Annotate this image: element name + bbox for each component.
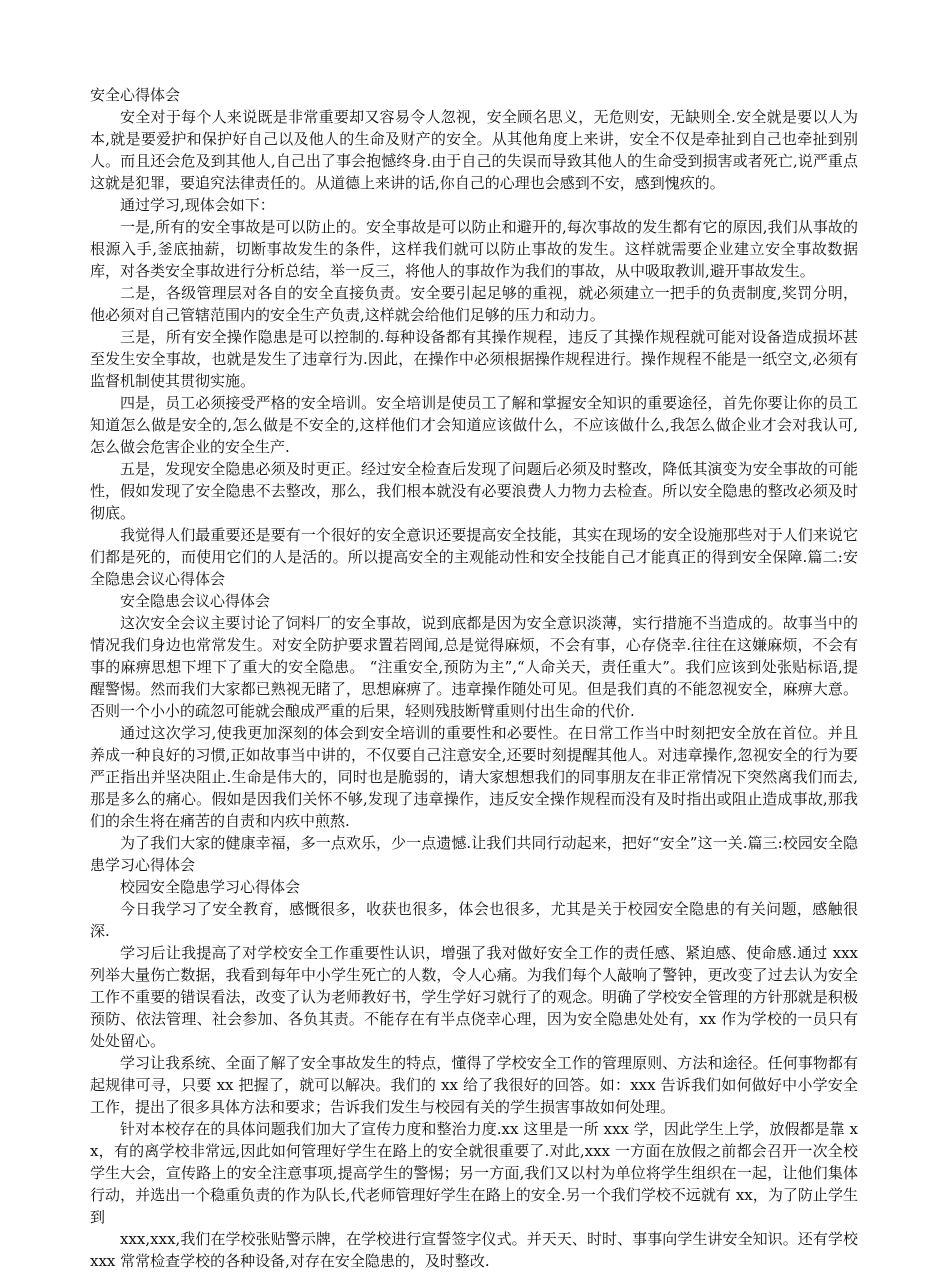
paragraph-point-1: 一是,所有的安全事故是可以防止的。安全事故是可以防止和避开的,每次事故的发生都有它的原因,我们从事故的根源入手,釜底抽薪，切断事故发生的条件，这样我们就可以防止事故的发生。这样就需要企业建立安全事故数据库，对各类安全事故进行分析总结，举一反三，将他人的事故作为我们的事故，从中吸取教训,避开事故发生。	[90, 218, 858, 280]
section-heading-2: 安全隐患会议心得体会	[120, 592, 271, 610]
paragraph-school-awareness: 学习后让我提高了对学校安全工作重要性认识，增强了我对做好安全工作的责任感、紧迫感、使命感.通过 xxx 列举大量伤亡数据，我看到每年中小学生死亡的人数，令人心痛。为我们每个人敲响了警钟，更改变了过去认为安全工作不重要的错误看法，改变了认为老师教好书，学生学好习就行了的观念。明确了学校安全管理的方针那就是积极预防、依法管理、社会参加、各负其责。不能存在有半点侥幸心理，因为安全隐患处处有，xx 作为学校的一员只有处处留心。	[90, 944, 858, 1050]
paragraph-school-principles: 学习让我系统、全面了解了安全事故发生的特点，懂得了学校安全工作的管理原则、方法和途径。任何事物都有起规律可寻，只要 xx 把握了，就可以解决。我们的 xx 给了我很好的回答。如：xxx 告诉我们如何做好中小学安全工作，提出了很多具体方法和要求；告诉我们发生与校园有关的学生损害事故如何处理。	[90, 1054, 858, 1116]
paragraph-closing-2: 为了我们大家的健康幸福，多一点欢乐，少一点遗憾.让我们共同行动起来，把好“安全”这一关.篇三:校园安全隐患学习心得体会	[90, 834, 858, 874]
document-page	[90, 84, 858, 1272]
paragraph-point-3: 三是，所有安全操作隐患是可以控制的.每种设备都有其操作规程，违反了其操作规程就可能对设备造成损坏甚至发生安全事故，也就是发生了违章行为.因此，在操作中必须根据操作规程进行。操作规程不能是一纸空文,必须有监督机制使其贯彻实施。	[90, 328, 858, 390]
paragraph-school-measures: 针对本校存在的具体问题我们加大了宣传力度和整治力度.xx 这里是一所 xxx 学，因此学生上学，放假都是靠 xx，有的离学校非常远,因此如何管理好学生在路上的安全就很重要了.对此,xxx 一方面在放假之前都会召开一次全校学生大会，宣传路上的安全注意事项,提高学生的警惕；另一方面,我们又以村为单位将学生组织在一起，让他们集体行动，并选出一个稳重负责的作为队长,代老师管理好学生在路上的安全.另一个我们学校不远就有 xx，为了防止学生到	[90, 1120, 858, 1226]
paragraph-point-2: 二是，各级管理层对各自的安全直接负责。安全要引起足够的重视，就必须建立一把手的负责制度,奖罚分明，他必须对自己管辖范围内的安全生产负责,这样就会给他们足够的压力和动力。	[90, 284, 858, 324]
paragraph-meeting: 这次安全会议主要讨论了饲料厂的安全事故，说到底都是因为安全意识淡薄，实行措施不当造成的。故事当中的情况我们身边也常常发生。对安全防护要求置若罔闻,总是觉得麻烦，不会有事，心存侥幸.往往在这嫌麻烦，不会有事的麻痹思想下埋下了重大的安全隐患。 “注重安全,预防为主”,“人命关天，责任重大”。我们应该到处张贴标语,提醒警惕。然而我们大家都已熟视无睹了，思想麻痹了。违章操作随处可见。但是我们真的不能忽视安全，麻痹大意。否则一个小小的疏忽可能就会酿成严重的后果，轻则残肢断臂重则付出生命的代价.	[90, 614, 858, 720]
paragraph-training: 通过这次学习,使我更加深刻的体会到安全培训的重要性和必要性。在日常工作当中时刻把安全放在首位。并且养成一种良好的习惯,正如故事当中讲的，不仅要自己注意安全,还要时刻提醒其他人。对违章操作,忽视安全的行为要严正指出并坚决阻止.生命是伟大的，同时也是脆弱的，请大家想想我们的同事朋友在非正常情况下突然离我们而去,那是多么的痛心。假如是因我们关怀不够,发现了违章操作，违反安全操作规程而没有及时指出或阻止造成事故,那我们的余生将在痛苦的自责和内疚中煎熬.	[90, 724, 858, 830]
paragraph-conclusion: 我觉得人们最重要还是要有一个很好的安全意识还要提高安全技能，其实在现场的安全设施那些对于人们来说它们都是死的，而使用它们的人是活的。所以提高安全的主观能动性和安全技能自己才能真正的得到安全保障.篇二:安全隐患会议心得体会	[90, 526, 858, 588]
paragraph-point-4: 四是，员工必须接受严格的安全培训。安全培训是使员工了解和掌握安全知识的重要途径，首先你要让你的员工知道怎么做是安全的,怎么做是不安全的,这样他们才会知道应该做什么，不应该做什么,我怎么做企业才会对我认可,怎么做会危害企业的安全生产.	[90, 394, 858, 456]
paragraph-intro: 安全对于每个人来说既是非常重要却又容易令人忽视，安全顾名思义，无危则安，无缺则全.安全就是要以人为本,就是要爱护和保护好自己以及他人的生命及财产的安全。从其他角度上来讲，安全不仅是牵扯到自己也牵扯到别人。而且还会危及到其他人,自己出了事会抱憾终身.由于自己的失误而导致其他人的生命受到损害或者死亡,说严重点这就是犯罪，要追究法律责任的。从道德上来讲的话,你自己的心理也会感到不安，感到愧疚的。	[90, 108, 858, 192]
section-heading-3: 校园安全隐患学习心得体会	[120, 878, 301, 896]
paragraph-school-intro: 今日我学习了安全教育，感慨很多，收获也很多，体会也很多，尤其是关于校园安全隐患的有关问题，感触很深.	[90, 900, 858, 940]
paragraph-school-actions: xxx,xxx,我们在学校张贴警示牌，在学校进行宣誓签字仪式。并天天、时时、事事向学生讲安全知识。还有学校 xxx 常常检查学校的各种设备,对存在安全隐患的，及时整改.	[90, 1230, 858, 1270]
paragraph-point-5: 五是，发现安全隐患必须及时更正。经过安全检查后发现了问题后必须及时整改，降低其演变为安全事故的可能性，假如发现了安全隐患不去整改，那么，我们根本就没有必要浪费人力物力去检查。所以安全隐患的整改必须及时彻底。	[90, 460, 858, 522]
document-title: 安全心得体会	[90, 86, 181, 104]
paragraph-lead-in: 通过学习,现体会如下：	[120, 196, 275, 214]
